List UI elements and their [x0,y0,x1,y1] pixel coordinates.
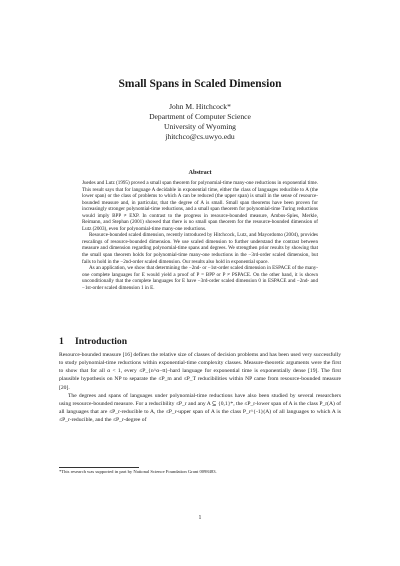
footnote: *This research was supported in part by National Science Foundation Grant 0098483. [59,469,217,474]
author-university: University of Wyoming [164,122,236,131]
abstract-paragraph: Juedes and Lutz (1995) proved a small span theorem for polynomial-time many-one reductions in exponential time. This result says that for language A decidable in exponential time, either the class of languages reducible to A (the lower span) or the class of problems to which A can be reduced (the upper span) is small in the sense of resource-bounded measure and, in particular, that the degree of A is small. Small span theorems have been proven for increasingly stronger polynomial-time reductions, and a small span theorem for polynomial-time Turing reductions would imply BPP ≠ EXP. In contrast to the progress in resource-bounded measure, Ambos-Spies, Merkle, Reimann, and Stephan (2001) showed that there is no small span theorem for the resource-bounded dimension of Lutz (2003), even for polynomial-time many-one reductions. [82,180,318,232]
body-paragraph: The degrees and spans of languages under polynomial-time reductions have also been studied by several researchers using resource-bounded measure. For a reducibility ≤P_r and any A ⊆ {0,1}*, the ≤P_r-lower span of A is the class P_r(A) of all languages that are ≤P_r-reducible to A, the ≤P_r-upper span of A is the class P_r^{-1}(A) of all languages to which A is ≤P_r-reducible, and the ≤P_r-degree of [59,392,341,424]
author-email: jhitchco@cs.uwyo.edu [165,132,235,141]
section-number: 1 [59,336,64,347]
introduction-body [59,351,341,424]
author-name: John M. Hitchcock* [169,102,231,111]
body-paragraph: Resource-bounded measure [16] defines the relative size of classes of decision problems and has been used very successfully to study polynomial-time reductions within exponential-time complexity classes. Measure-theoretic arguments were the first to show that for all α < 1, every ≤P_{n^α−tt}-hard language for exponential time is exponentially dense [19]. The first plausible hypothesis on NP to separate the ≤P_m and ≤P_T reducibilities within NP came from resource-bounded measure [20]. [59,352,341,391]
page-number: 1 [198,515,202,521]
abstract-paragraph: As an application, we show that determining the −2nd- or −1st-order scaled dimension in ESPACE of the many-one complete languages for E would yield a proof of P = BPP or P ≠ PSPACE. On the other hand, it is shown unconditionally that the complete languages for E have −3rd-order scaled dimension 0 in ESPACE and −2nd- and −1st-order scaled dimension 1 in E. [82,265,318,291]
paper-title: Small Spans in Scaled Dimension [118,78,282,90]
abstract-body [82,180,318,291]
section-title: Introduction [75,336,128,347]
author-department: Department of Computer Science [149,112,251,121]
section-heading [59,336,127,347]
abstract-heading: Abstract [188,169,212,176]
abstract-paragraph: Resource-bounded scaled dimension, recently introduced by Hitchcock, Lutz, and Mayordomo (2004), provides rescalings of resource-bounded dimension. We use scaled dimension to further understand the contrast between measure and dimension regarding polynomial-time spans and degrees. We strengthen prior results by showing that the small span theorem holds for polynomial-time many-one reductions in the −3rd-order scaled dimension, but fails to hold in the −2nd-order scaled dimension. Our results also hold in exponential space. [82,232,318,265]
footnote-rule [59,467,139,468]
